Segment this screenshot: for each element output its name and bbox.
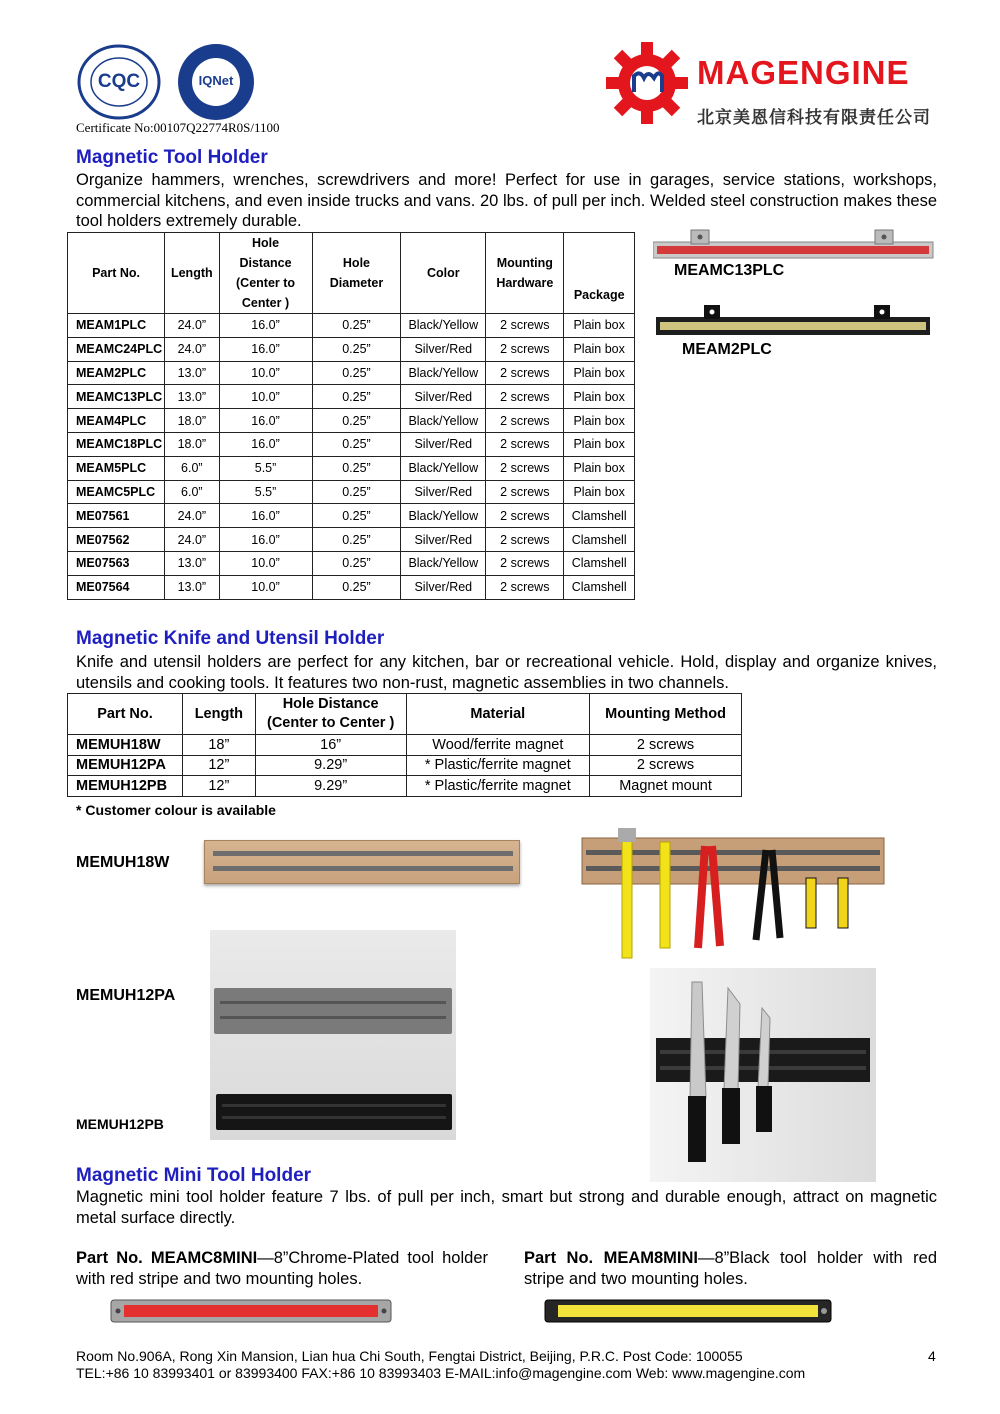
table-cell: 10.0” (219, 551, 312, 575)
table-cell: 5.5” (219, 456, 312, 480)
table-cell: 9.29” (255, 755, 406, 776)
table-cell: Plain box (564, 432, 635, 456)
table-row (68, 385, 635, 409)
table-cell: 0.25” (312, 504, 401, 528)
table-cell: Black/Yellow (401, 409, 486, 433)
table-cell: 18” (182, 735, 255, 756)
part-number-cell: MEAM4PLC (68, 409, 165, 433)
table-cell: Clamshell (564, 575, 635, 599)
section-text-knife-holder: Knife and utensil holders are perfect for any kitchen, bar or recreational vehicle. Hold, display and organize knives, utensils and cooking tools. It features two non-rust, magnetic assemblies in two channels. (76, 653, 937, 692)
table-cell: 5.5” (219, 480, 312, 504)
mini-holder-left-desc (76, 1248, 488, 1289)
part-number-cell: MEAMC5PLC (68, 480, 165, 504)
section-title-knife-holder: Magnetic Knife and Utensil Holder (76, 628, 385, 649)
table-cell: 2 screws (486, 337, 564, 361)
table-cell: * Plastic/ferrite magnet (406, 776, 590, 797)
product-label-memuh12pb: MEMUH12PB (76, 1116, 164, 1132)
col-header: Part No. (68, 694, 183, 735)
product-image-meam2plc (656, 303, 932, 339)
table-cell: 2 screws (486, 528, 564, 552)
table-cell: 2 screws (590, 735, 742, 756)
grey-holder-bar (214, 988, 452, 1034)
table-cell: 2 screws (590, 755, 742, 776)
table-cell: 2 screws (486, 432, 564, 456)
table-cell: Black/Yellow (401, 314, 486, 338)
magnet-channel (222, 1104, 446, 1107)
certificate-number: Certificate No:00107Q22774R0S/1100 (76, 120, 280, 135)
table-cell: 16.0” (219, 504, 312, 528)
table-row (68, 456, 635, 480)
table-cell: 0.25” (312, 314, 401, 338)
col-header: Package (564, 233, 635, 314)
product-image-meamc8mini (110, 1299, 392, 1323)
table-cell: Clamshell (564, 504, 635, 528)
table-cell: Clamshell (564, 528, 635, 552)
knife-holder-table (67, 693, 742, 797)
section-title-tool-holder: Magnetic Tool Holder (76, 147, 268, 168)
table-cell: 16.0” (219, 528, 312, 552)
table-cell: Plain box (564, 385, 635, 409)
col-header: Length (182, 694, 255, 735)
table-cell: Plain box (564, 456, 635, 480)
table-cell: 0.25” (312, 480, 401, 504)
table-cell: Clamshell (564, 551, 635, 575)
part-number-meamc8mini: Part No. MEAMC8MINI (76, 1249, 258, 1267)
magnet-channel-top (213, 851, 513, 856)
section-title-mini-holder: Magnetic Mini Tool Holder (76, 1165, 312, 1186)
page-number: 4 (928, 1348, 936, 1364)
photo-plastic-holders (210, 930, 456, 1140)
table-cell: 0.25” (312, 575, 401, 599)
table-cell: Silver/Red (401, 480, 486, 504)
product-label-memuh18w: MEMUH18W (76, 854, 170, 871)
table-row (68, 528, 635, 552)
part-number-cell: MEAMC24PLC (68, 337, 165, 361)
table-cell: 10.0” (219, 385, 312, 409)
table-cell: Silver/Red (401, 385, 486, 409)
iqnet-logo (172, 42, 260, 122)
magengine-gear-icon (604, 40, 690, 126)
part-number-cell: MEMUH12PB (68, 776, 183, 797)
table-cell: 24.0” (165, 504, 219, 528)
mini-holder-right-desc (524, 1248, 937, 1289)
table-cell: 2 screws (486, 456, 564, 480)
col-header: Mounting Method (590, 694, 742, 735)
table-cell: 2 screws (486, 314, 564, 338)
table-cell: 24.0” (165, 314, 219, 338)
table-cell: 10.0” (219, 575, 312, 599)
table-cell: 2 screws (486, 551, 564, 575)
table-row (68, 776, 742, 797)
table-cell: Black/Yellow (401, 551, 486, 575)
part-number-cell: ME07564 (68, 575, 165, 599)
iqnet-logo-text: IQNet (198, 73, 234, 88)
table-cell: 0.25” (312, 528, 401, 552)
col-header: Mounting Hardware (486, 233, 564, 314)
part-description: —8”Black tool holder with red stripe and two mounting holes. (524, 1249, 938, 1288)
table-cell: 9.29” (255, 776, 406, 797)
table-cell: 0.25” (312, 361, 401, 385)
magnet-channel (222, 1116, 446, 1119)
table-cell: 2 screws (486, 575, 564, 599)
table-cell: Black/Yellow (401, 504, 486, 528)
table-row (68, 575, 635, 599)
table-cell: 18.0” (165, 432, 219, 456)
brand-name: MAGENGINE (697, 54, 910, 91)
part-number-cell: MEAM5PLC (68, 456, 165, 480)
table-cell: 2 screws (486, 480, 564, 504)
table-row (68, 409, 635, 433)
table-cell: 0.25” (312, 456, 401, 480)
cqc-logo-text: CQC (97, 71, 141, 92)
table-cell: 6.0” (165, 456, 219, 480)
table-cell: 6.0” (165, 480, 219, 504)
table-cell: 10.0” (219, 361, 312, 385)
table-cell: Silver/Red (401, 528, 486, 552)
table-cell: Black/Yellow (401, 456, 486, 480)
table-row (68, 480, 635, 504)
table-cell: 2 screws (486, 361, 564, 385)
table-cell: 2 screws (486, 385, 564, 409)
table-row (68, 337, 635, 361)
table-cell: Silver/Red (401, 432, 486, 456)
table-cell: Plain box (564, 480, 635, 504)
col-header: Part No. (68, 233, 165, 314)
table-cell: Silver/Red (401, 337, 486, 361)
product-image-meamc13plc (653, 228, 935, 262)
part-number-cell: MEAM1PLC (68, 314, 165, 338)
part-number-cell: MEAMC13PLC (68, 385, 165, 409)
part-number-cell: ME07562 (68, 528, 165, 552)
part-number-cell: MEMUH18W (68, 735, 183, 756)
table-cell: 0.25” (312, 409, 401, 433)
table-cell: 13.0” (165, 385, 219, 409)
col-header: Hole Distance (Center to Center ) (255, 694, 406, 735)
brand-name-chinese: 北京美恩信科技有限责任公司 (697, 108, 931, 127)
table-cell: 13.0” (165, 361, 219, 385)
table-cell: 12” (182, 755, 255, 776)
table-cell: 0.25” (312, 337, 401, 361)
part-number-cell: MEMUH12PA (68, 755, 183, 776)
table-cell: 0.25” (312, 385, 401, 409)
table-cell: 16.0” (219, 409, 312, 433)
tool-holder-table (67, 232, 635, 600)
product-image-meam8mini (544, 1299, 832, 1323)
table-cell: 24.0” (165, 337, 219, 361)
table-row (68, 432, 635, 456)
table-row (68, 735, 742, 756)
table-cell: 16.0” (219, 432, 312, 456)
table-cell: 12” (182, 776, 255, 797)
table-cell: Magnet mount (590, 776, 742, 797)
table-cell: 16” (255, 735, 406, 756)
col-header: Material (406, 694, 590, 735)
col-header: Length (165, 233, 219, 314)
table-row (68, 755, 742, 776)
table-cell: 16.0” (219, 314, 312, 338)
table-row (68, 504, 635, 528)
table-row (68, 361, 635, 385)
table-cell: Plain box (564, 409, 635, 433)
part-number-meam8mini: Part No. MEAM8MINI (524, 1249, 699, 1267)
table-row (68, 314, 635, 338)
part-number-cell: MEAMC18PLC (68, 432, 165, 456)
product-image-memuh18w (204, 840, 520, 884)
table-cell: Silver/Red (401, 575, 486, 599)
table-cell: Plain box (564, 337, 635, 361)
table-cell: 2 screws (486, 409, 564, 433)
table-cell: * Plastic/ferrite magnet (406, 755, 590, 776)
part-number-cell: MEAM2PLC (68, 361, 165, 385)
table-row (68, 551, 635, 575)
table-cell: 18.0” (165, 409, 219, 433)
table-cell: 0.25” (312, 551, 401, 575)
section-text-mini-holder: Magnetic mini tool holder feature 7 lbs. of pull per inch, smart but strong and durable enough, attract on magnetic metal surface directly. (76, 1188, 937, 1227)
table-cell: Wood/ferrite magnet (406, 735, 590, 756)
photo-tools-on-holder (580, 828, 886, 964)
footer-contact: TEL:+86 10 83993401 or 83993400 FAX:+86 10 83993403 E-MAIL:info@magengine.com Web: www.magengine.com (76, 1365, 806, 1381)
customer-colour-note: * Customer colour is available (76, 802, 276, 818)
col-header: Hole Distance (Center to Center ) (219, 233, 312, 314)
table-cell: 2 screws (486, 504, 564, 528)
magnet-channel-bottom (213, 866, 513, 871)
part-description: —8”Chrome-Plated tool holder with red stripe and two mounting holes. (76, 1249, 488, 1288)
table-cell: Plain box (564, 314, 635, 338)
table-cell: 16.0” (219, 337, 312, 361)
part-number-cell: ME07563 (68, 551, 165, 575)
section-text-tool-holder: Organize hammers, wrenches, screwdrivers and more! Perfect for use in garages, service stations, workshops, commercial kitchens, and even inside trucks and vans. 20 lbs. of pull per inch. Welded steel construction makes these tool holders extremely durable. (76, 171, 937, 230)
black-holder-bar (216, 1094, 452, 1130)
table-cell: 0.25” (312, 432, 401, 456)
product-label-meamc13plc: MEAMC13PLC (674, 262, 785, 279)
magnet-channel (220, 1001, 446, 1004)
footer-address: Room No.906A, Rong Xin Mansion, Lian hua Chi South, Fengtai District, Beijing, P.R.C. Post Code: 100055 (76, 1348, 743, 1364)
table-cell: Plain box (564, 361, 635, 385)
col-header: Hole Diameter (312, 233, 401, 314)
table-cell: 13.0” (165, 551, 219, 575)
cqc-logo (76, 44, 162, 120)
col-header: Color (401, 233, 486, 314)
part-number-cell: ME07561 (68, 504, 165, 528)
table-cell: 13.0” (165, 575, 219, 599)
table-cell: 24.0” (165, 528, 219, 552)
magnet-channel (220, 1016, 446, 1019)
product-label-meam2plc: MEAM2PLC (682, 341, 772, 358)
product-label-memuh12pa: MEMUH12PA (76, 987, 176, 1004)
table-cell: Black/Yellow (401, 361, 486, 385)
photo-knives-on-holder (650, 968, 876, 1182)
